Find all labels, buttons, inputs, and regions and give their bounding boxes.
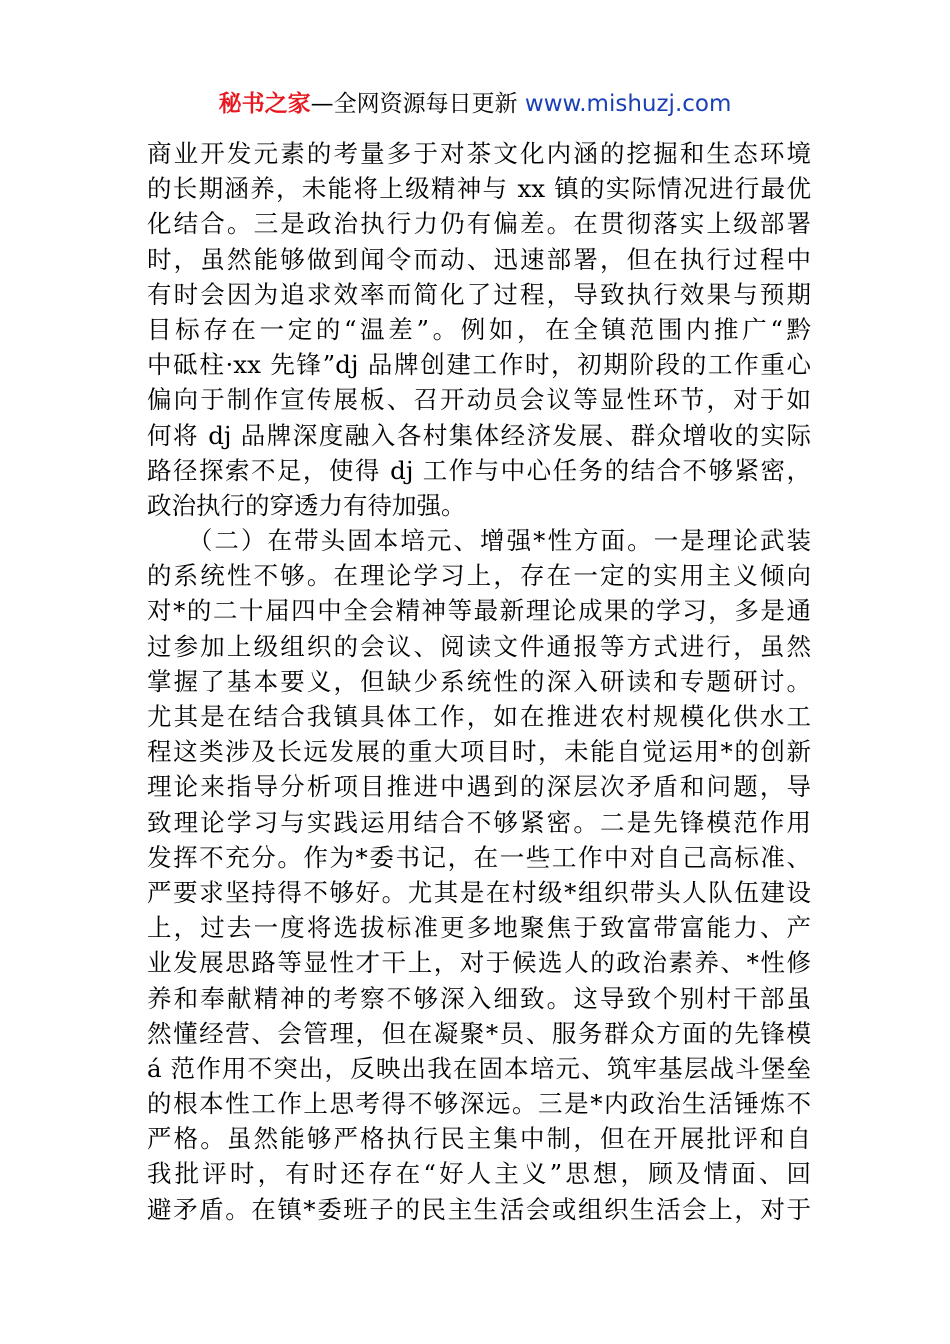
text-line: 程这类涉及长远发展的重大项目时，未能自觉运用*的创新 bbox=[147, 737, 811, 767]
header-site-link[interactable]: www.mishuzj.com bbox=[524, 91, 732, 117]
text-line: 目标存在一定的“温差”。例如，在全镇范围内推广“黔 bbox=[147, 314, 811, 344]
text-line: 政治执行的穿透力有待加强。 bbox=[147, 490, 466, 520]
text-line: 避矛盾。在镇*委班子的民主生活会或组织生活会上，对于 bbox=[147, 1194, 811, 1224]
text-line: 时，虽然能够做到闻令而动、迅速部署，但在执行过程中 bbox=[147, 244, 811, 274]
text-line: 掌握了基本要义，但缺少系统性的深入研读和专题研讨。 bbox=[147, 666, 811, 696]
text-line: 何将 dj 品牌深度融入各村集体经济发展、群众增收的实际 bbox=[147, 420, 811, 450]
page-header bbox=[0, 86, 950, 122]
text-line: 发挥不充分。作为*委书记，在一些工作中对自己高标准、 bbox=[147, 842, 811, 872]
text-line: 化结合。三是政治执行力仍有偏差。在贯彻落实上级部署 bbox=[147, 209, 811, 239]
text-line: （二）在带头固本培元、增强*性方面。一是理论武装 bbox=[147, 526, 811, 556]
text-line: 然懂经营、会管理，但在凝聚*员、服务群众方面的先锋模 bbox=[147, 1018, 811, 1048]
text-line: 的长期涵养，未能将上级精神与 xx 镇的实际情况进行最优 bbox=[147, 174, 811, 204]
text-line: 中砥柱·xx 先锋”dj 品牌创建工作时，初期阶段的工作重心 bbox=[147, 350, 811, 380]
text-line: 养和奉献精神的考察不够深入细致。这导致个别村干部虽 bbox=[147, 983, 811, 1013]
text-line: 我批评时，有时还存在“好人主义”思想，顾及情面、回 bbox=[147, 1159, 811, 1189]
text-line: 路径探索不足，使得 dj 工作与中心任务的结合不够紧密， bbox=[147, 455, 811, 485]
header-brand: 秘书之家 bbox=[218, 91, 311, 117]
text-line: 商业开发元素的考量多于对茶文化内涵的挖掘和生态环境 bbox=[147, 139, 811, 168]
text-line: 的系统性不够。在理论学习上，存在一定的实用主义倾向 bbox=[147, 561, 811, 591]
text-line: 严要求坚持得不够好。尤其是在村级*组织带头人队伍建设 bbox=[147, 877, 811, 907]
document-body bbox=[147, 136, 811, 1227]
text-line: 严格。虽然能够严格执行民主集中制，但在开展批评和自 bbox=[147, 1124, 811, 1154]
text-line: 致理论学习与实践运用结合不够紧密。二是先锋模范作用 bbox=[147, 807, 811, 837]
text-line: 对*的二十届四中全会精神等最新理论成果的学习，多是通 bbox=[147, 596, 811, 626]
text-line: 业发展思路等显性才干上，对于候选人的政治素养、*性修 bbox=[147, 948, 811, 978]
text-line: 过参加上级组织的会议、阅读文件通报等方式进行，虽然 bbox=[147, 631, 811, 661]
text-line: 上，过去一度将选拔标准更多地聚焦于致富带富能力、产 bbox=[147, 913, 811, 943]
text-line: 理论来指导分析项目推进中遇到的深层次矛盾和问题，导 bbox=[147, 772, 811, 802]
text-line: 的根本性工作上思考得不够深远。三是*内政治生活锤炼不 bbox=[147, 1089, 811, 1119]
text-line: 尤其是在结合我镇具体工作，如在推进农村规模化供水工 bbox=[147, 702, 811, 731]
text-line: 有时会因为追求效率而简化了过程，导致执行效果与预期 bbox=[147, 279, 811, 309]
header-slogan: —全网资源每日更新 bbox=[310, 91, 525, 117]
text-line: á 范作用不突出，反映出我在固本培元、筑牢基层战斗堡垒 bbox=[147, 1053, 811, 1083]
text-line: 偏向于制作宣传展板、召开动员会议等显性环节，对于如 bbox=[147, 385, 811, 415]
